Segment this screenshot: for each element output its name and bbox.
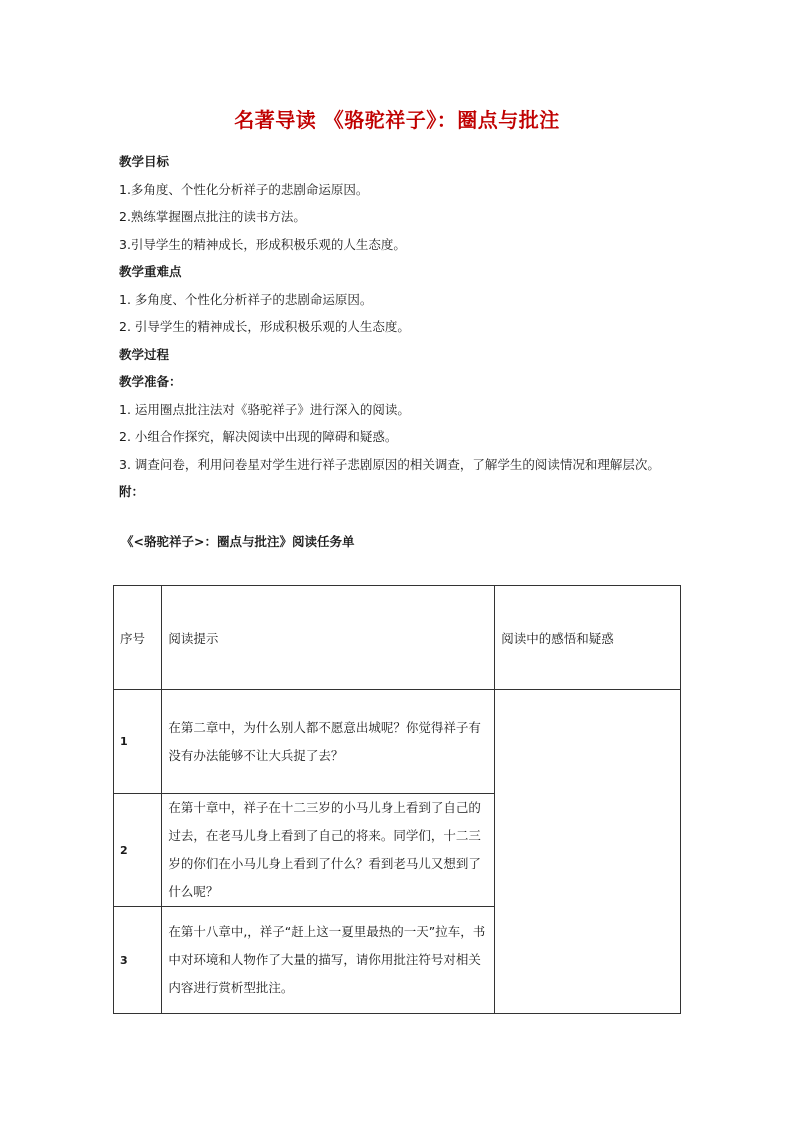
prep-item: 3. 调查问卷，利用问卷星对学生进行祥子悲剧原因的相关调查，了解学生的阅读情况和理解层次。 — [119, 456, 660, 472]
objective-item: 2.熟练掌握圈点批注的读书方法。 — [119, 209, 306, 224]
row-hint: 在第十章中，祥子在十二三岁的小马儿身上看到了自己的过去，在老马儿身上看到了自己的将来。同学们，十二三岁的你们在小马儿身上看到了什么？看到老马儿又想到了什么呢？ — [162, 794, 495, 907]
row-number: 2 — [114, 794, 162, 907]
objective-item: 1.多角度、个性化分析祥子的悲剧命运原因。 — [119, 181, 369, 197]
row-number: 3 — [114, 907, 162, 1014]
document-title: 名著导读 《骆驼祥子》：圈点与批注 — [234, 108, 560, 132]
row-hint: 在第十八章中,，祥子“赶上这一夏里最热的一天”拉车，书中对环境和人物作了大量的描写，请你用批注符号对相关内容进行赏析型批注。 — [162, 907, 495, 1014]
prep-heading: 教学准备： — [119, 374, 182, 389]
process-heading: 教学过程 — [119, 346, 170, 362]
objectives-heading: 教学目标 — [119, 154, 170, 169]
key-point-item: 2. 引导学生的精神成长，形成积极乐观的人生态度。 — [119, 319, 410, 334]
table-header-row — [114, 586, 681, 690]
header-cell-hint: 阅读提示 — [162, 586, 495, 690]
appendix-label: 附： — [119, 484, 145, 499]
header-cell-reflection: 阅读中的感悟和疑惑 — [495, 586, 681, 690]
prep-item: 1. 运用圈点批注法对《骆驼祥子》进行深入的阅读。 — [119, 401, 410, 417]
key-point-item: 1. 多角度、个性化分析祥子的悲剧命运原因。 — [119, 291, 373, 307]
key-points-heading: 教学重难点 — [119, 264, 182, 279]
prep-item: 2. 小组合作探究，解决阅读中出现的障碍和疑惑。 — [119, 429, 398, 444]
objective-item: 3.引导学生的精神成长，形成积极乐观的人生态度。 — [119, 236, 406, 252]
table-row — [114, 690, 681, 794]
table-caption: 《<骆驼祥子>：圈点与批注》阅读任务单 — [121, 534, 355, 549]
reflection-cell[interactable] — [495, 690, 681, 1014]
document-body — [119, 148, 689, 506]
row-hint: 在第二章中，为什么别人都不愿意出城呢？你觉得祥子有没有办法能够不让大兵捉了去？ — [162, 690, 495, 794]
row-number: 1 — [114, 690, 162, 794]
reading-task-table — [113, 585, 681, 1014]
header-cell-number: 序号 — [114, 586, 162, 690]
